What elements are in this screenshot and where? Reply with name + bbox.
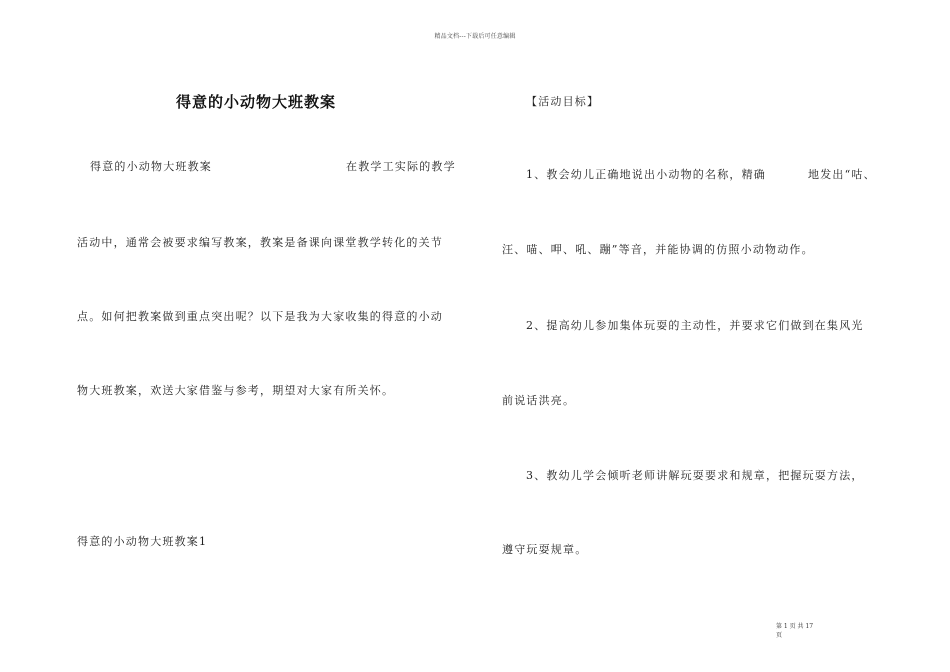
page-header: 精品文档---下载后可任意编辑	[434, 33, 516, 40]
goal-2-part-a: 2、提高幼儿参加集体玩耍的主动性，并要求它们做到在集风光	[526, 319, 864, 332]
goal-3-part-b: 遵守玩耍规章。	[502, 543, 588, 556]
goal-1-part-b: 地发出“咕、	[808, 168, 876, 181]
page-number-line-2: 页	[776, 632, 783, 639]
intro-lead: 得意的小动物大班教案	[90, 160, 212, 173]
intro-line-3: 点。如何把教案做到重点突出呢？以下是我为大家收集的得意的小动	[77, 310, 443, 323]
goals-heading: 【活动目标】	[526, 95, 600, 108]
intro-line-1: 在教学工实际的教学	[346, 160, 456, 173]
page-number-line-1: 第 1 页 共 17	[776, 623, 814, 630]
goal-2-part-b: 前说话洪亮。	[502, 394, 576, 407]
goal-1-part-a: 1、教会幼儿正确地说出小动物的名称，精确	[526, 168, 766, 181]
goal-3-part-a: 3、教幼儿学会倾听老师讲解玩耍要求和规章，把握玩耍方法，	[526, 469, 864, 482]
goal-1-part-c: 汪、喵、呷、吼、蹦”等音，并能协调的仿照小动物动作。	[502, 243, 814, 256]
page-footer	[776, 622, 836, 640]
document-title: 得意的小动物大班教案	[176, 93, 337, 111]
section-title: 得意的小动物大班教案1	[77, 535, 208, 548]
intro-line-2: 活动中，通常会被要求编写教案，教案是备课向课堂教学转化的关节	[77, 236, 443, 249]
intro-line-4: 物大班教案，欢送大家借鉴与参考，期望对大家有所关怀。	[77, 384, 395, 397]
